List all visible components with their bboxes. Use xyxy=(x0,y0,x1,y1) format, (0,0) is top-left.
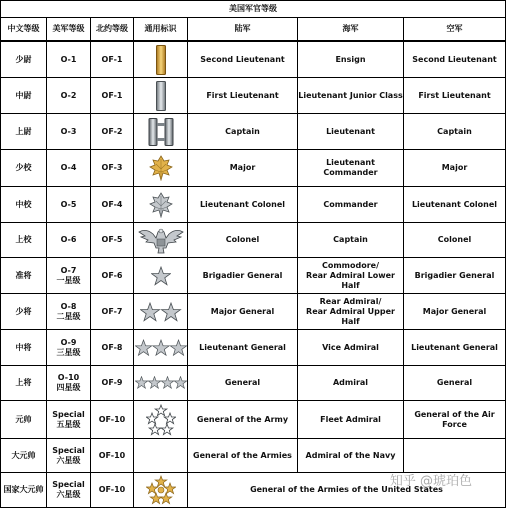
table-row xyxy=(1,187,506,223)
header-cn-rank: 中文等级 xyxy=(1,18,47,42)
navy-rank-cell: Admiral xyxy=(298,366,404,401)
cn-rank-cell: 上校 xyxy=(1,223,47,258)
navy-rank-cell: Captain xyxy=(298,223,404,258)
gold-bar-insignia-icon xyxy=(134,41,188,78)
table-title: 美国军官等级 xyxy=(1,1,506,18)
cn-rank-cell: 准将 xyxy=(1,258,47,294)
table-row xyxy=(1,223,506,258)
nato-grade-cell: OF-4 xyxy=(91,187,134,223)
us-grade-cell: Special 五星级 xyxy=(47,401,91,439)
us-grade-cell: Special 六星级 xyxy=(47,473,91,508)
nato-grade-cell: OF-10 xyxy=(91,401,134,439)
cn-rank-cell: 中将 xyxy=(1,330,47,366)
table-row xyxy=(1,258,506,294)
navy-rank-cell: Rear Admiral/ Rear Admiral Upper Half xyxy=(298,294,404,330)
one-star-insignia-icon xyxy=(134,258,188,294)
navy-rank-cell: Lieutenant xyxy=(298,114,404,150)
nato-grade-cell: OF-1 xyxy=(91,78,134,114)
table-row xyxy=(1,78,506,114)
us-grade-cell: O-10 四星级 xyxy=(47,366,91,401)
two-star-insignia-icon xyxy=(134,294,188,330)
watermark: 知乎 @琥珀色 xyxy=(389,474,472,489)
army-rank-cell: General of the Army xyxy=(188,401,298,439)
header-army: 陆军 xyxy=(188,18,298,42)
header-navy: 海军 xyxy=(298,18,404,42)
air-force-rank-cell: Brigadier General xyxy=(404,258,506,294)
air-force-rank-cell: General xyxy=(404,366,506,401)
navy-rank-cell: Commodore/ Rear Admiral Lower Half xyxy=(298,258,404,294)
nato-grade-cell: OF-10 xyxy=(91,439,134,473)
us-grade-cell: O-3 xyxy=(47,114,91,150)
army-rank-cell: Captain xyxy=(188,114,298,150)
nato-grade-cell: OF-9 xyxy=(91,366,134,401)
gold-star-ring-insignia-icon xyxy=(134,473,188,508)
five-star-ring-insignia-icon xyxy=(134,401,188,439)
navy-rank-cell: Vice Admiral xyxy=(298,330,404,366)
us-grade-cell: O-4 xyxy=(47,150,91,187)
us-grade-cell: O-8 二星级 xyxy=(47,294,91,330)
table-row xyxy=(1,330,506,366)
army-rank-cell: Brigadier General xyxy=(188,258,298,294)
cn-rank-cell: 大元帅 xyxy=(1,439,47,473)
us-grade-cell: Special 六星级 xyxy=(47,439,91,473)
army-rank-cell: General xyxy=(188,366,298,401)
nato-grade-cell: OF-1 xyxy=(91,41,134,78)
army-rank-cell: Second Lieutenant xyxy=(188,41,298,78)
cn-rank-cell: 国家大元帅 xyxy=(1,473,47,508)
table-row xyxy=(1,150,506,187)
insignia-empty-cell xyxy=(134,439,188,473)
air-force-rank-cell: Colonel xyxy=(404,223,506,258)
army-rank-cell: Colonel xyxy=(188,223,298,258)
table-row xyxy=(1,366,506,401)
air-force-rank-cell: Lieutenant Colonel xyxy=(404,187,506,223)
cn-rank-cell: 少尉 xyxy=(1,41,47,78)
air-force-rank-cell: Second Lieutenant xyxy=(404,41,506,78)
header-insignia: 通用标识 xyxy=(134,18,188,42)
us-grade-cell: O-1 xyxy=(47,41,91,78)
us-grade-cell: O-6 xyxy=(47,223,91,258)
silver-bar-insignia-icon xyxy=(134,78,188,114)
army-rank-cell: General of the Armies xyxy=(188,439,298,473)
table-row xyxy=(1,473,506,508)
nato-grade-cell: OF-3 xyxy=(91,150,134,187)
header-nato-grade: 北约等级 xyxy=(91,18,134,42)
air-force-rank-cell: General of the Air Force xyxy=(404,401,506,439)
eagle-insignia-icon xyxy=(134,223,188,258)
table-row xyxy=(1,401,506,439)
nato-grade-cell: OF-8 xyxy=(91,330,134,366)
cn-rank-cell: 上将 xyxy=(1,366,47,401)
merged-rank-cell: General of the Armies of the United States xyxy=(188,473,506,508)
cn-rank-cell: 少将 xyxy=(1,294,47,330)
air-force-rank-cell: Captain xyxy=(404,114,506,150)
nato-grade-cell: OF-10 xyxy=(91,473,134,508)
army-rank-cell: Major General xyxy=(188,294,298,330)
header-us-grade: 美军等级 xyxy=(47,18,91,42)
us-grade-cell: O-2 xyxy=(47,78,91,114)
gold-oak-leaf-insignia-icon xyxy=(134,150,188,187)
nato-grade-cell: OF-2 xyxy=(91,114,134,150)
navy-rank-cell: Admiral of the Navy xyxy=(298,439,404,473)
army-rank-cell: Major xyxy=(188,150,298,187)
nato-grade-cell: OF-6 xyxy=(91,258,134,294)
navy-rank-cell: Lieutenant Junior Class xyxy=(298,78,404,114)
nato-grade-cell: OF-5 xyxy=(91,223,134,258)
cn-rank-cell: 上尉 xyxy=(1,114,47,150)
us-grade-cell: O-9 三星级 xyxy=(47,330,91,366)
navy-rank-cell: Ensign xyxy=(298,41,404,78)
navy-rank-cell: Commander xyxy=(298,187,404,223)
table-row xyxy=(1,294,506,330)
cn-rank-cell: 中校 xyxy=(1,187,47,223)
table-row xyxy=(1,114,506,150)
four-star-insignia-icon xyxy=(134,366,188,401)
navy-rank-cell: Lieutenant Commander xyxy=(298,150,404,187)
army-rank-cell: First Lieutenant xyxy=(188,78,298,114)
army-rank-cell: Lieutenant General xyxy=(188,330,298,366)
army-rank-cell: Lieutenant Colonel xyxy=(188,187,298,223)
cn-rank-cell: 中尉 xyxy=(1,78,47,114)
table-row xyxy=(1,41,506,78)
table-row xyxy=(1,439,506,473)
air-force-rank-cell: Major xyxy=(404,150,506,187)
silver-oak-leaf-insignia-icon xyxy=(134,187,188,223)
cn-rank-cell: 少校 xyxy=(1,150,47,187)
air-force-rank-cell: Lieutenant General xyxy=(404,330,506,366)
air-force-rank-cell: First Lieutenant xyxy=(404,78,506,114)
cn-rank-cell: 元帅 xyxy=(1,401,47,439)
header-air-force: 空军 xyxy=(404,18,506,42)
double-silver-bar-insignia-icon xyxy=(134,114,188,150)
air-force-rank-cell xyxy=(404,439,506,473)
us-grade-cell: O-7 一星级 xyxy=(47,258,91,294)
navy-rank-cell: Fleet Admiral xyxy=(298,401,404,439)
three-star-insignia-icon xyxy=(134,330,188,366)
air-force-rank-cell: Major General xyxy=(404,294,506,330)
nato-grade-cell: OF-7 xyxy=(91,294,134,330)
us-grade-cell: O-5 xyxy=(47,187,91,223)
